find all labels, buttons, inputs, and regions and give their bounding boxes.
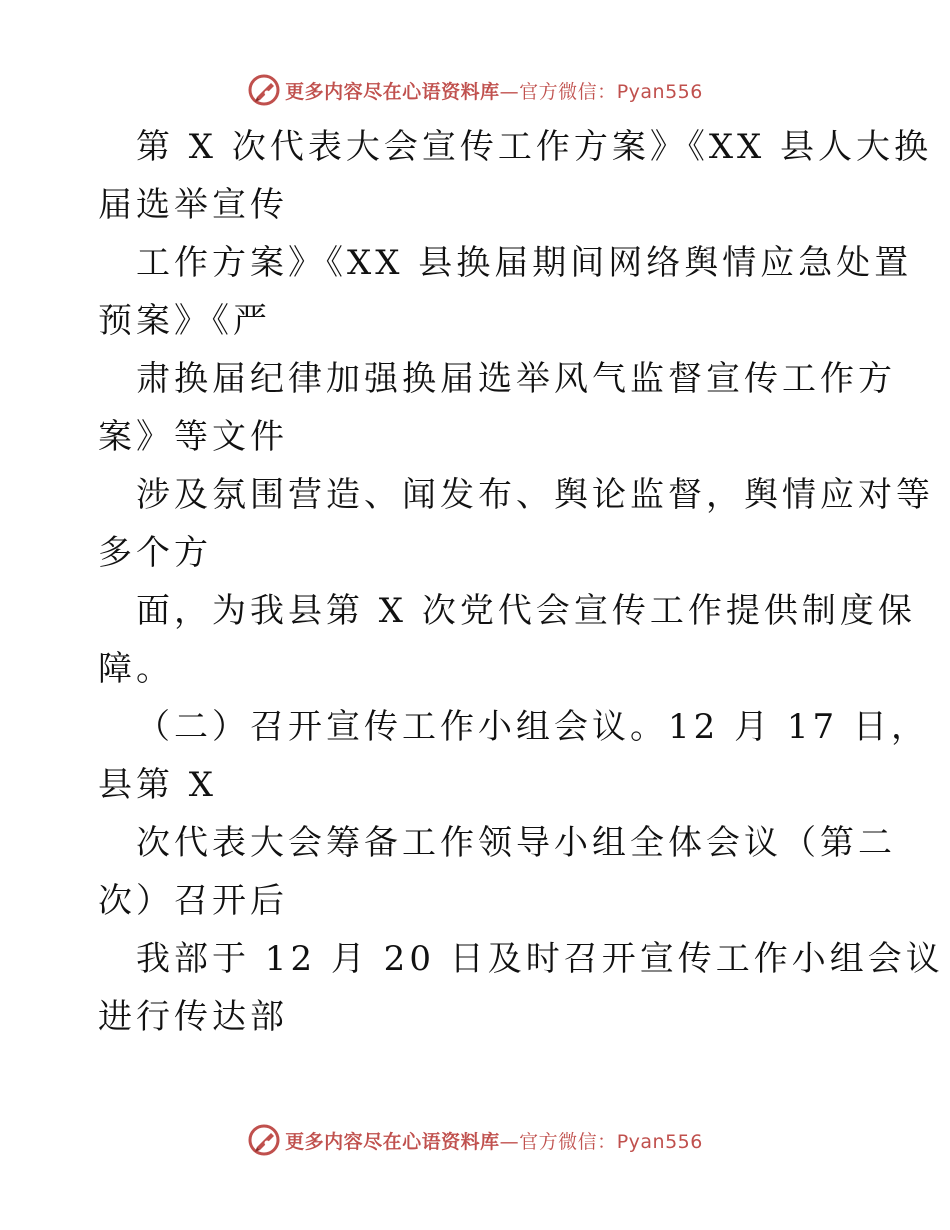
text-line: 多个方	[98, 533, 212, 573]
header-watermark	[0, 70, 950, 110]
text-line: 次代表大会筹备工作领导小组全体会议（第二	[136, 823, 896, 863]
text-line: 我部于 12 月 20 日及时召开宣传工作小组会议	[136, 939, 944, 979]
watermark-wechat-id: Pyan556	[616, 1130, 703, 1153]
text-line: 次）召开后	[98, 881, 288, 921]
text-line: 届选举宣传	[98, 185, 288, 225]
watermark-wechat-id: Pyan556	[616, 80, 703, 103]
text-line: 工作方案》《XX 县换届期间网络舆情应急处置	[136, 243, 913, 283]
text-line: 案》等文件	[98, 417, 288, 457]
text-line: 面，为我县第 X 次党代会宣传工作提供制度保	[136, 591, 916, 631]
text-line: 涉及氛围营造、闻发布、舆论监督，舆情应对等	[136, 475, 934, 515]
watermark-suffix: 官方微信：	[519, 80, 617, 103]
watermark-separator: —	[499, 80, 520, 103]
text-line: 预案》《严	[98, 301, 271, 341]
text-line: 障。	[98, 649, 174, 689]
pen-circle-logo-icon	[247, 73, 281, 107]
watermark-brand: 更多内容尽在心语资料库	[285, 80, 500, 103]
watermark-brand: 更多内容尽在心语资料库	[285, 1130, 500, 1153]
text-line: （二）召开宣传工作小组会议。12 月 17 日，	[136, 707, 929, 747]
pen-circle-logo-icon	[247, 1123, 281, 1157]
footer-watermark	[0, 1120, 950, 1160]
text-line: 第 X 次代表大会宣传工作方案》《XX 县人大换	[136, 127, 933, 167]
text-line: 肃换届纪律加强换届选举风气监督宣传工作方	[136, 359, 896, 399]
text-line: 进行传达部	[98, 997, 288, 1037]
watermark-text	[285, 77, 703, 104]
watermark-suffix: 官方微信：	[519, 1130, 617, 1153]
watermark-separator: —	[499, 1130, 520, 1153]
text-line: 县第 X	[98, 765, 218, 805]
watermark-text	[285, 1127, 703, 1154]
document-body	[98, 118, 944, 1046]
